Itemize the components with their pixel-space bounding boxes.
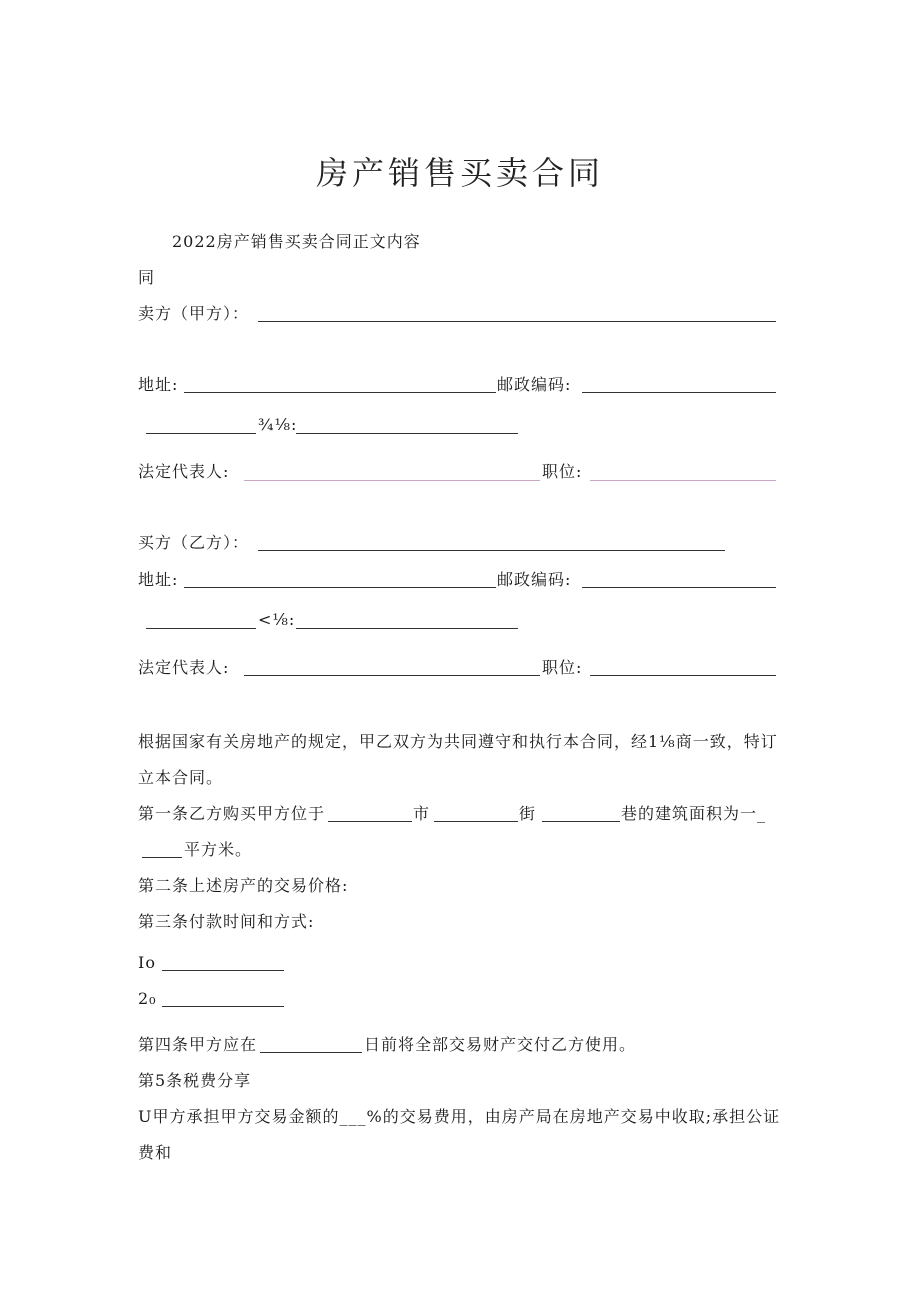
article-1-lane-blank (542, 821, 620, 822)
buyer-position-blank (590, 675, 776, 676)
buyer-label: 买方（乙方）： (138, 533, 250, 552)
article-1-street-blank (434, 821, 518, 822)
article-1-part-3: 街 (519, 804, 537, 823)
payment-item-1-blank (162, 970, 284, 971)
article-4-part-2: 日前将全部交易财产交付乙方使用。 (364, 1035, 637, 1054)
buyer-address-blank (184, 587, 496, 588)
article-5: 第5条税费分享 (138, 1071, 252, 1090)
article-4-date-blank (260, 1052, 362, 1053)
article-1-part-1: 第一条乙方购买甲方位于 (138, 804, 326, 823)
article-2: 第二条上述房产的交易价格: (138, 876, 349, 895)
seller-rep-blank (244, 480, 540, 481)
document-title: 房产销售买卖合同 (315, 154, 604, 192)
article-1-city-blank (328, 821, 412, 822)
seller-label: 卖方（甲方）： (138, 304, 250, 323)
seller-address-blank (184, 392, 496, 393)
payment-item-2: 2₀ (138, 989, 157, 1008)
seller-position-blank (590, 480, 776, 481)
tax-line-1: U甲方承担甲方交易金额的___%的交易费用，由房产局在房地产交易中收取;承担公证 (138, 1107, 781, 1126)
buyer-phone-label: <⅛: (258, 610, 296, 629)
seller-pre-phone-blank (146, 433, 256, 434)
article-3: 第三条付款时间和方式: (138, 912, 315, 931)
tax-line-2: 费和 (138, 1143, 173, 1162)
article-1-part-2: 市 (413, 804, 431, 823)
seller-position-label: 职位: (542, 462, 583, 481)
document-subtitle: 2022房产销售买卖合同正文内容 (172, 232, 421, 251)
tong-char: 同 (138, 268, 156, 287)
buyer-rep-label: 法定代表人: (138, 658, 230, 677)
payment-item-2-blank (162, 1006, 284, 1007)
buyer-postcode-label: 邮政编码: (497, 570, 572, 589)
article-1-part-4: 巷的建筑面积为一_ (621, 804, 767, 823)
intro-line-1: 根据国家有关房地产的规定，甲乙双方为共同遵守和执行本合同，经1⅛商一致，特订 (138, 732, 778, 751)
buyer-address-label: 地址: (138, 570, 179, 589)
buyer-position-label: 职位: (542, 658, 583, 677)
seller-phone-blank (296, 433, 518, 434)
intro-line-2: 立本合同。 (138, 768, 224, 787)
seller-postcode-blank (582, 392, 776, 393)
seller-postcode-label: 邮政编码: (497, 375, 572, 394)
payment-item-1: Io (138, 953, 156, 972)
seller-name-blank (258, 321, 776, 322)
buyer-rep-blank (244, 675, 540, 676)
article-4-part-1: 第四条甲方应在 (138, 1035, 258, 1054)
buyer-phone-blank (296, 628, 518, 629)
article-1-part-5: 平方米。 (184, 840, 253, 859)
buyer-name-blank (258, 550, 725, 551)
buyer-postcode-blank (582, 587, 776, 588)
seller-phone-label: ¾⅛: (258, 415, 298, 434)
buyer-pre-phone-blank (146, 628, 256, 629)
seller-rep-label: 法定代表人: (138, 462, 230, 481)
seller-address-label: 地址: (138, 375, 179, 394)
article-1-area-blank (142, 857, 182, 858)
